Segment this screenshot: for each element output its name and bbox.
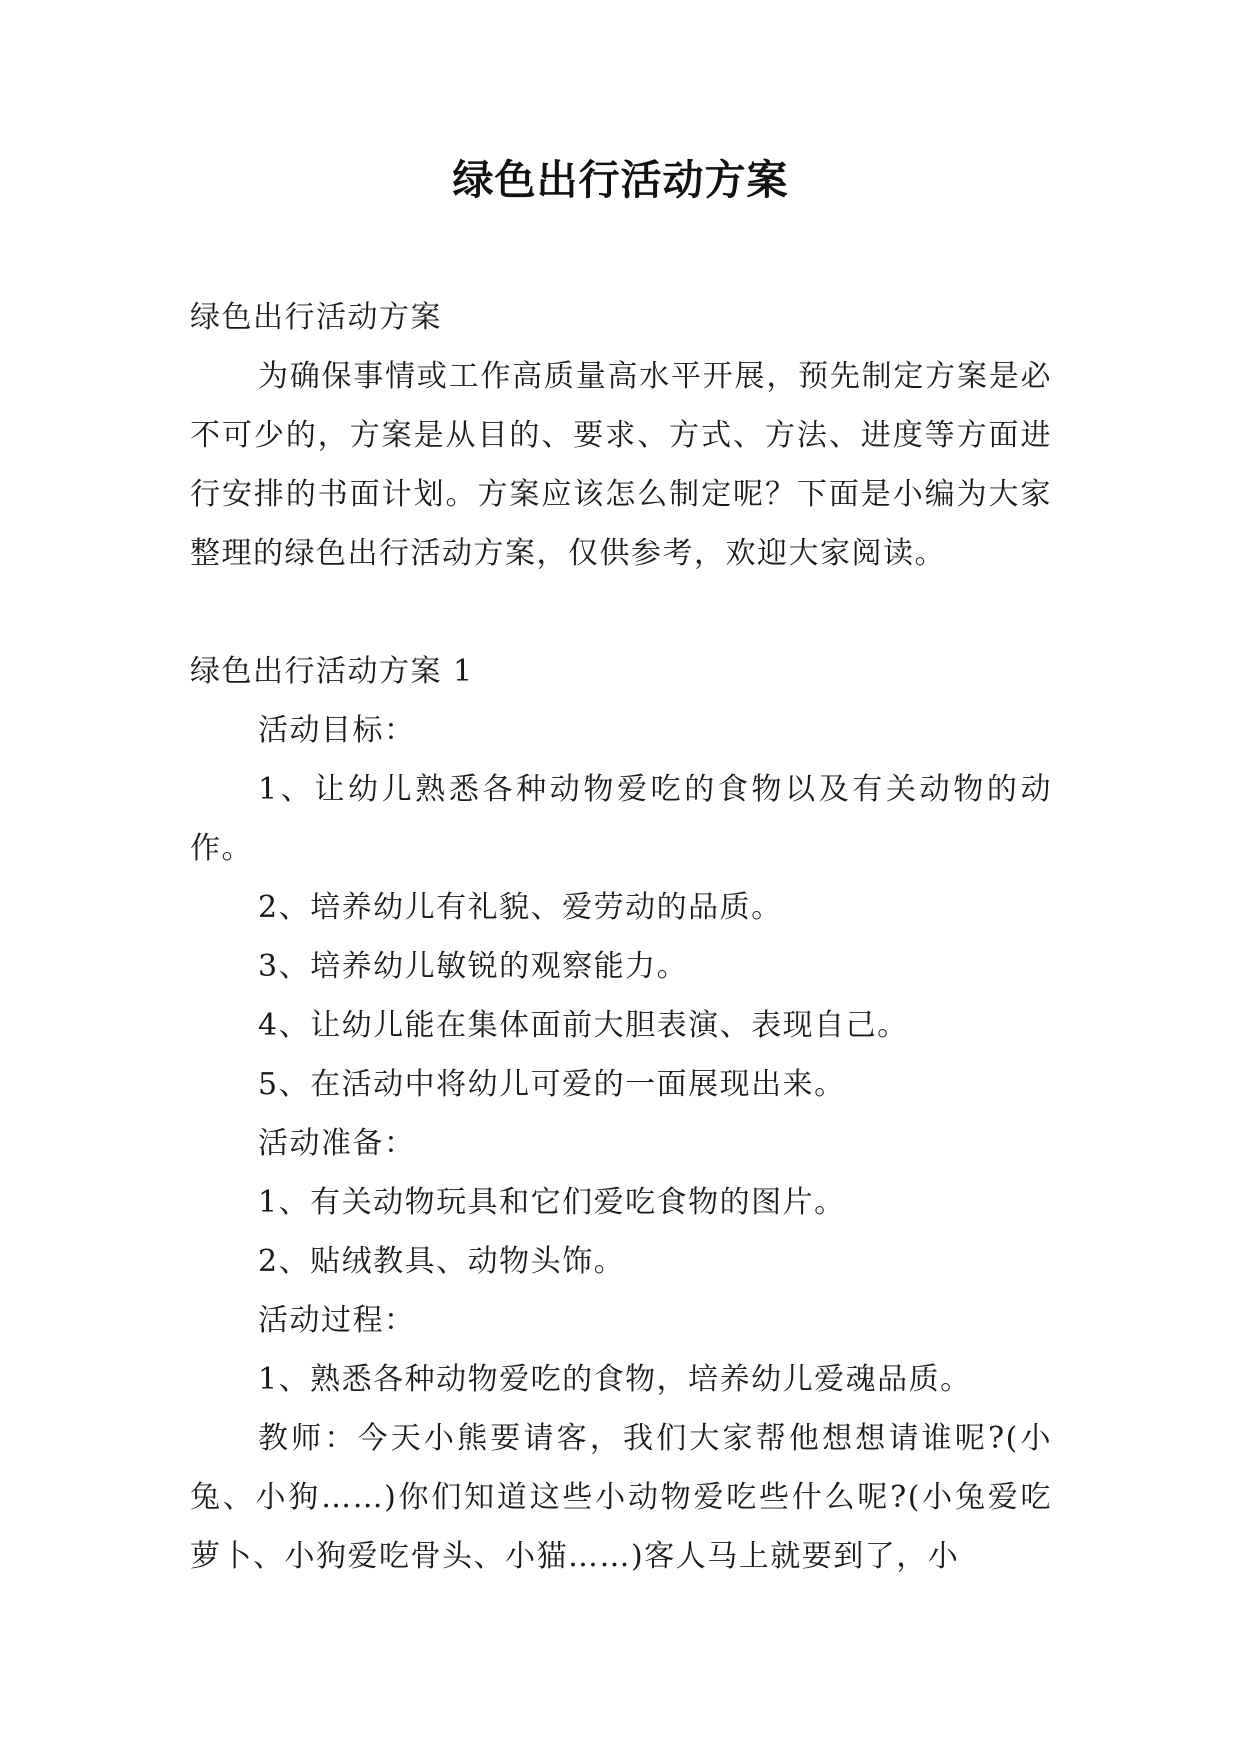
paragraph-3: 绿色出行活动方案 1 <box>190 654 474 689</box>
paragraph-12: 2、贴绒教具、动物头饰。 <box>258 1244 626 1279</box>
paragraph-2: 为确保事情或工作高质量高水平开展，预先制定方案是必不可少的，方案是从目的、要求、方式、方法、进度等方面进行安排的书面计划。方案应该怎么制定呢？下面是小编为大家整理的绿色出行活动方案，仅供参考，欢迎大家阅读。 <box>190 359 1052 571</box>
paragraph-13: 活动过程： <box>258 1303 416 1338</box>
paragraph-11: 1、有关动物玩具和它们爱吃食物的图片。 <box>258 1185 846 1220</box>
paragraph-8: 4、让幼儿能在集体面前大胆表演、表现自己。 <box>258 1008 909 1043</box>
paragraph-4: 活动目标： <box>258 713 416 748</box>
document-body <box>190 288 1052 1586</box>
document-title: 绿色出行活动方案 <box>452 156 789 204</box>
paragraph-1: 绿色出行活动方案 <box>190 300 442 335</box>
paragraph-10: 活动准备： <box>258 1126 416 1161</box>
paragraph-14: 1、熟悉各种动物爱吃的食物，培养幼儿爱魂品质。 <box>258 1362 972 1397</box>
paragraph-6: 2、培养幼儿有礼貌、爱劳动的品质。 <box>258 890 783 925</box>
paragraph-15: 教师：今天小熊要请客，我们大家帮他想想请谁呢?(小兔、小狗……)你们知道这些小动物爱吃些什么呢?(小兔爱吃萝卜、小狗爱吃骨头、小猫……)客人马上就要到了，小 <box>190 1421 1052 1574</box>
paragraph-7: 3、培养幼儿敏锐的观察能力。 <box>258 949 689 984</box>
paragraph-9: 5、在活动中将幼儿可爱的一面展现出来。 <box>258 1067 846 1102</box>
paragraph-5: 1、让幼儿熟悉各种动物爱吃的食物以及有关动物的动作。 <box>190 772 1052 866</box>
